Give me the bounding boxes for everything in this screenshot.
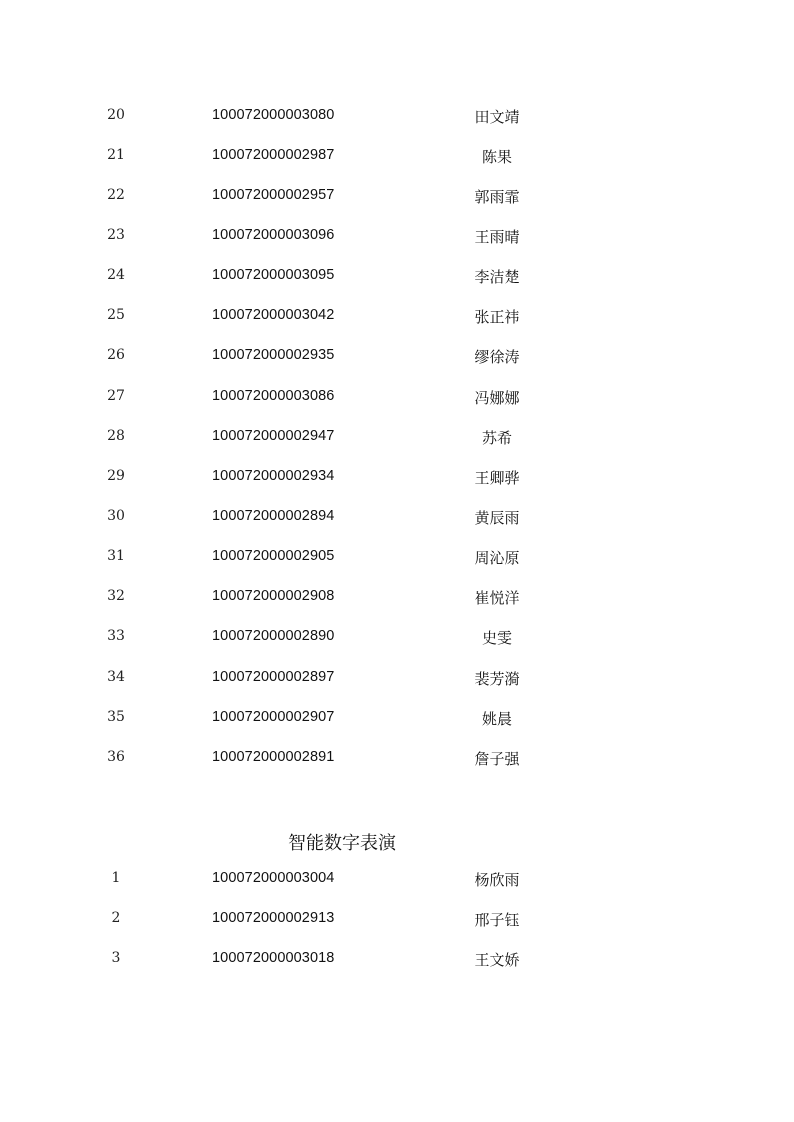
row-index: 3: [111, 950, 121, 966]
table-row: [0, 940, 794, 980]
row-index: 20: [107, 107, 125, 123]
row-code: 100072000003018: [212, 950, 335, 966]
row-name: 田文靖: [474, 108, 520, 126]
row-index: 2: [111, 910, 121, 926]
row-name: 王雨晴: [474, 228, 520, 246]
row-index: 29: [107, 468, 125, 484]
table-row: [0, 578, 794, 618]
row-name: 杨欣雨: [474, 871, 520, 889]
row-code: 100072000003096: [212, 227, 335, 243]
section-title: 智能数字表演: [288, 833, 396, 854]
row-index: 21: [107, 147, 125, 163]
row-code: 100072000002905: [212, 548, 335, 564]
table-row: [0, 378, 794, 418]
row-name: 苏希: [481, 429, 512, 447]
table-row: [0, 900, 794, 940]
row-code: 100072000003004: [212, 870, 335, 886]
table-row: [0, 739, 794, 779]
row-index: 30: [107, 508, 125, 524]
row-name: 周沁原: [474, 549, 520, 567]
row-name: 陈果: [481, 148, 512, 166]
row-index: 34: [107, 669, 125, 685]
row-index: 28: [107, 428, 125, 444]
table-row: [0, 177, 794, 217]
table-row: [0, 659, 794, 699]
row-index: 33: [107, 628, 125, 644]
table-row: [0, 699, 794, 739]
row-index: 22: [107, 187, 125, 203]
table-row: [0, 860, 794, 900]
row-name: 黄辰雨: [474, 509, 520, 527]
row-name: 李洁楚: [474, 268, 520, 286]
row-name: 王卿骅: [474, 469, 520, 487]
row-name: 崔悦洋: [474, 589, 520, 607]
row-index: 26: [107, 347, 125, 363]
row-name: 史雯: [481, 629, 512, 647]
row-name: 张正祎: [474, 308, 520, 326]
row-code: 100072000002894: [212, 508, 335, 524]
row-name: 邢子钰: [474, 911, 520, 929]
row-name: 詹子强: [474, 750, 520, 768]
table-row: [0, 337, 794, 377]
row-name: 姚晨: [481, 710, 512, 728]
row-code: 100072000002934: [212, 468, 335, 484]
row-index: 32: [107, 588, 125, 604]
row-index: 27: [107, 388, 125, 404]
table-row: [0, 458, 794, 498]
row-index: 25: [107, 307, 125, 323]
table-row: [0, 137, 794, 177]
row-code: 100072000002935: [212, 347, 335, 363]
row-name: 缪徐涛: [474, 348, 520, 366]
row-code: 100072000002891: [212, 749, 335, 765]
row-name: 冯娜娜: [474, 389, 520, 407]
row-code: 100072000002947: [212, 428, 335, 444]
row-code: 100072000002907: [212, 709, 335, 725]
row-code: 100072000002890: [212, 628, 335, 644]
row-index: 1: [111, 870, 121, 886]
table-row: [0, 498, 794, 538]
row-index: 31: [107, 548, 125, 564]
table-row: [0, 297, 794, 337]
row-code: 100072000003086: [212, 388, 335, 404]
row-index: 24: [107, 267, 125, 283]
row-index: 35: [107, 709, 125, 725]
row-name: 王文娇: [474, 951, 520, 969]
table-row: [0, 257, 794, 297]
row-name: 郭雨霏: [474, 188, 520, 206]
row-code: 100072000003095: [212, 267, 335, 283]
row-index: 23: [107, 227, 125, 243]
row-code: 100072000003080: [212, 107, 335, 123]
row-name: 裴芳漪: [474, 670, 520, 688]
row-code: 100072000002957: [212, 187, 335, 203]
row-code: 100072000003042: [212, 307, 335, 323]
row-code: 100072000002897: [212, 669, 335, 685]
table-row: [0, 418, 794, 458]
table-row: [0, 538, 794, 578]
row-code: 100072000002913: [212, 910, 335, 926]
table-row: [0, 217, 794, 257]
row-index: 36: [107, 749, 125, 765]
row-code: 100072000002987: [212, 147, 335, 163]
table-row: [0, 97, 794, 137]
row-code: 100072000002908: [212, 588, 335, 604]
table-row: [0, 618, 794, 658]
